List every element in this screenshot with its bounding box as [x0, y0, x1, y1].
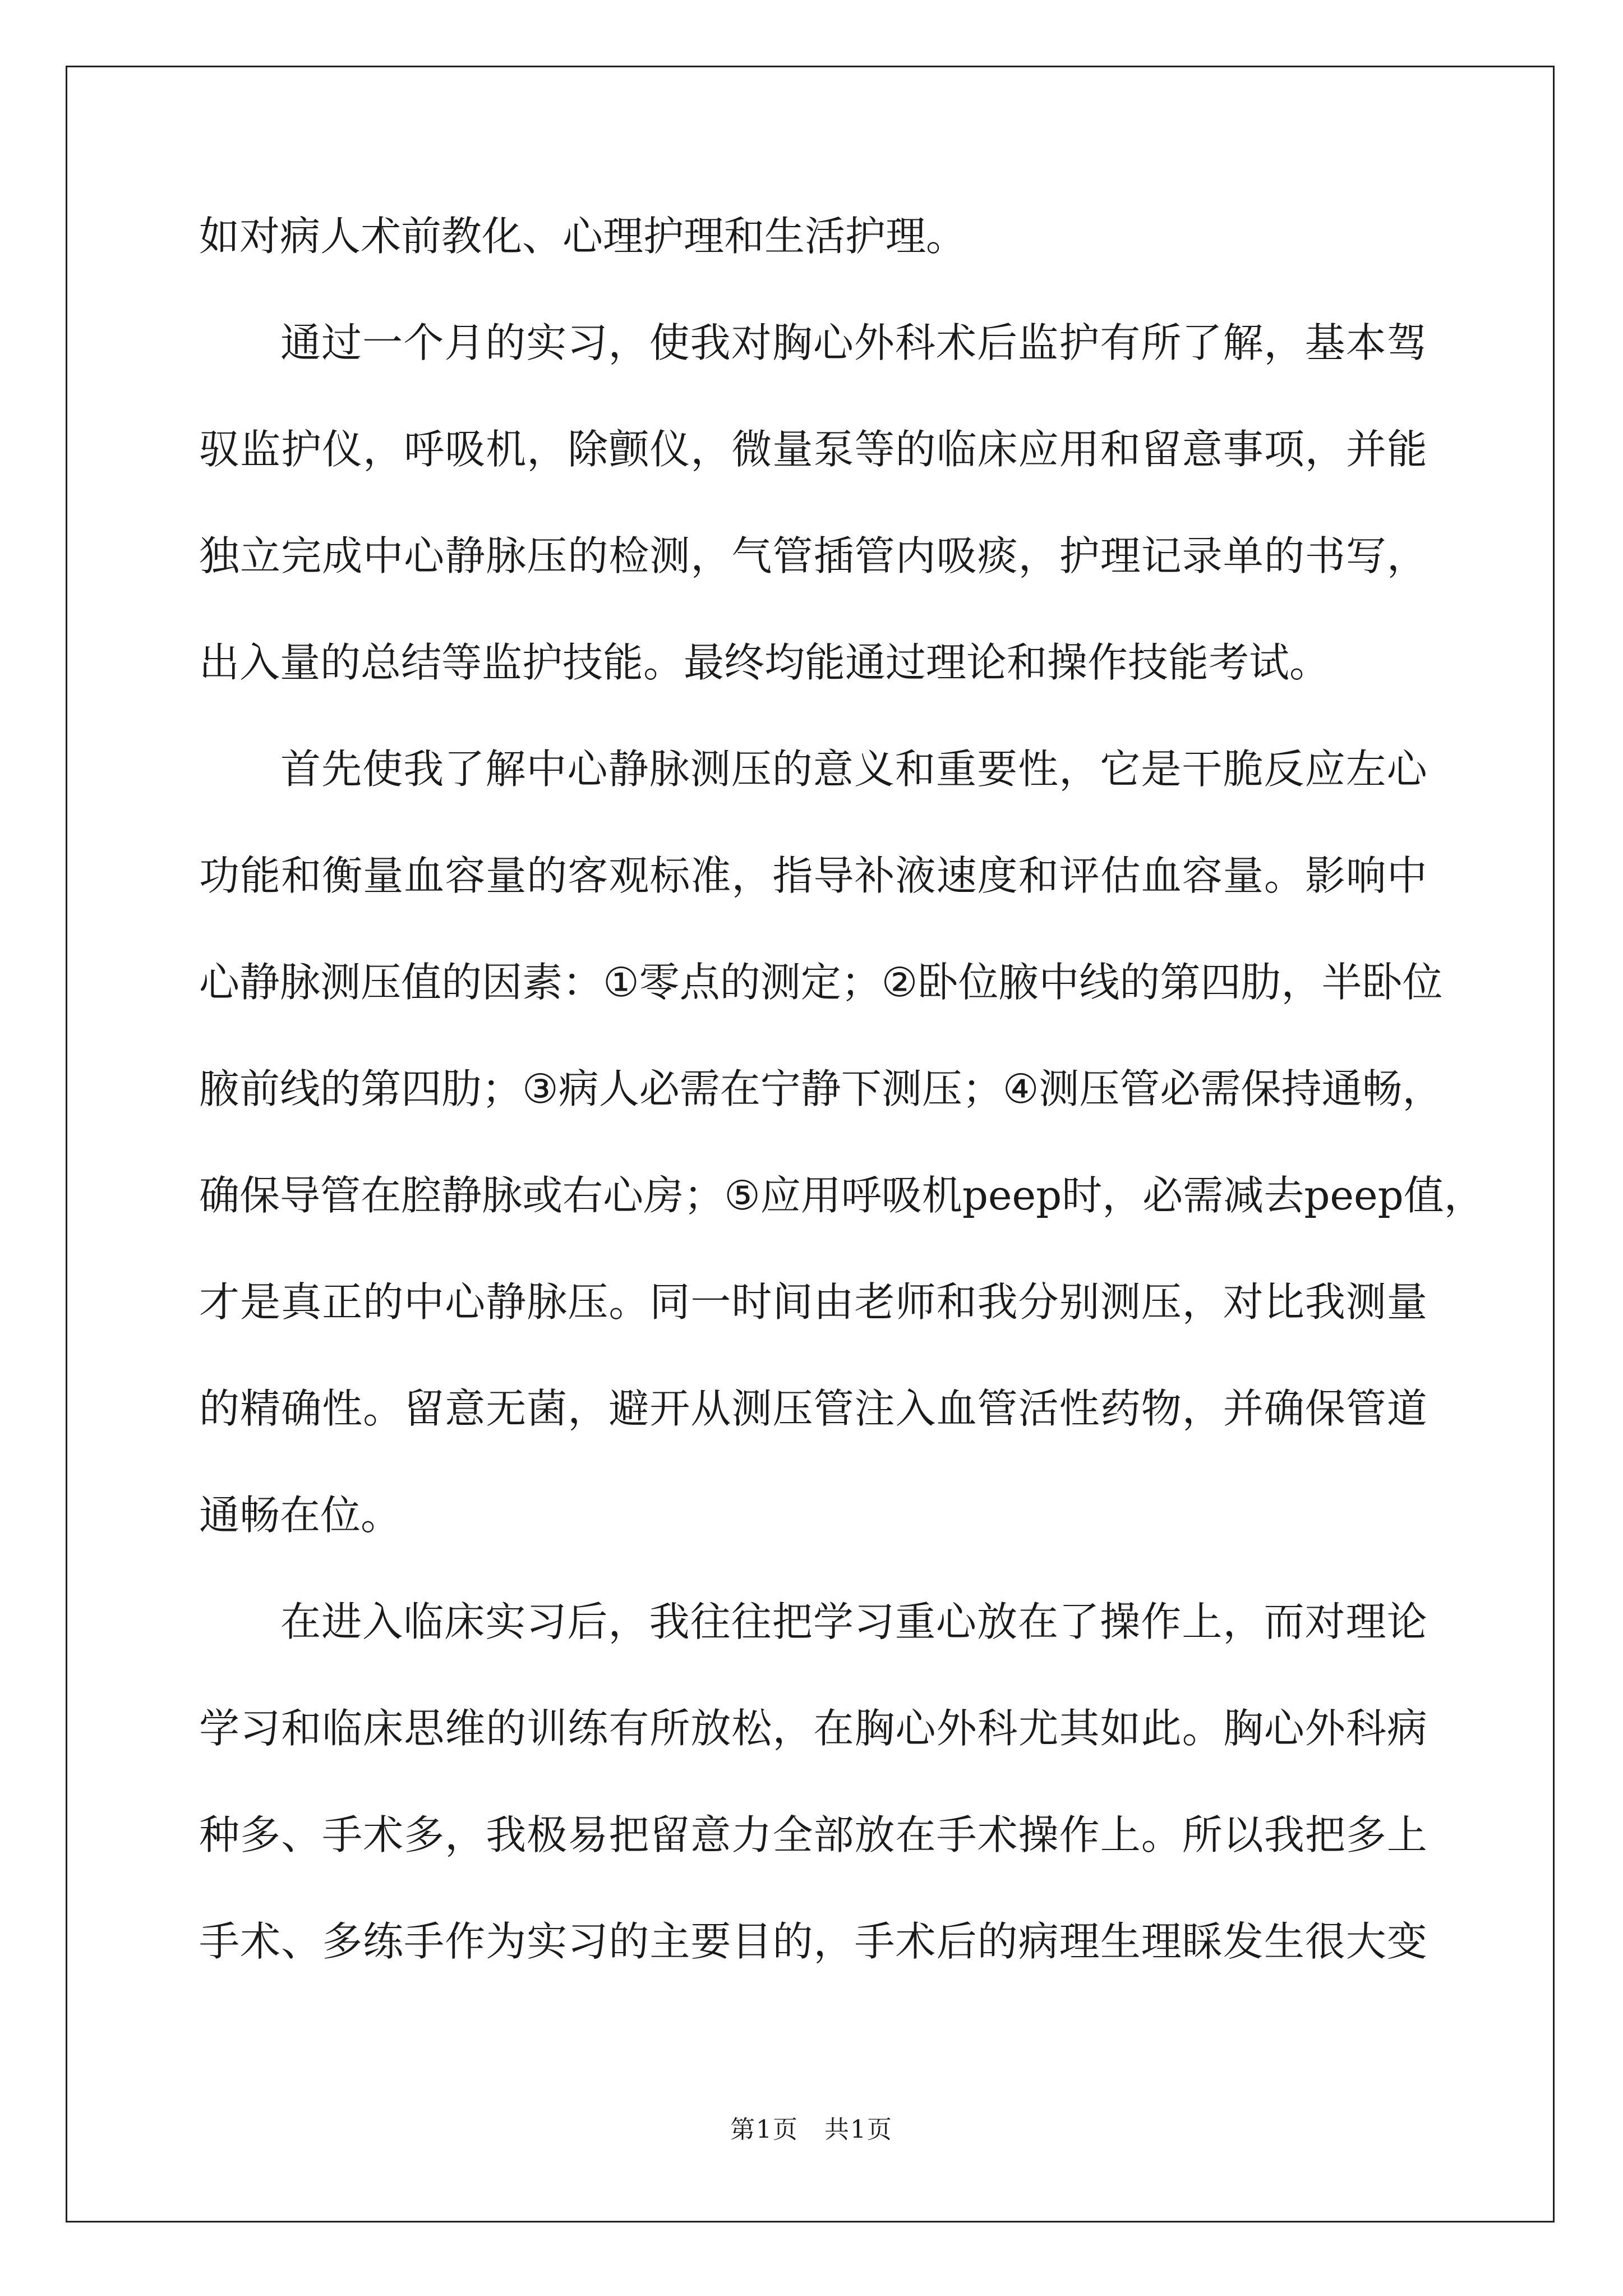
text-line: 驭 监 护 仪 ， 呼 吸 机 ， 除 颤 仪 ， 微 量 泵 等 的 临 床 应 用 和 留 意 事 项 ， 并 能	[199, 426, 1427, 473]
text-line: 腋 前 线 的 第 四 肋 ； ③ 病 人 必 需 在 宁 静 下 测 压 ； ④ 测 压 管 必 需 保 持 通 畅 ，	[199, 1065, 1443, 1112]
page-footer: 第1页 共1页	[730, 2115, 893, 2144]
text-line: 的 精 确 性 。 留 意 无 菌 ， 避 开 从 测 压 管 注 入 血 管 活 性 药 物 ， 并 确 保 管 道	[199, 1385, 1427, 1432]
text-line: 独 立 完 成 中 心 静 脉 压 的 检 测 ， 气 管 插 管 内 吸 痰 ， 护 理 记 录 单 的 书 写 ，	[199, 532, 1427, 579]
text-line: 学 习 和 临 床 思 维 的 训 练 有 所 放 松 ， 在 胸 心 外 科 尤 其 如 此 。 胸 心 外 科 病	[199, 1705, 1427, 1752]
text-line: 种 多 、 手 术 多 ， 我 极 易 把 留 意 力 全 部 放 在 手 术 操 作 上 。 所 以 我 把 多 上	[199, 1811, 1427, 1858]
text-line: 出入量的总结等监护技能。最终均能通过理论和操作技能考试。	[199, 639, 1330, 686]
text-line: 手 术 、 多 练 手 作 为 实 习 的 主 要 目 的 ， 手 术 后 的 病 理 生 理 睬 发 生 很 大 变	[199, 1918, 1427, 1965]
text-line: 才 是 真 正 的 中 心 静 脉 压 。 同 一 时 间 由 老 师 和 我 分 别 测 压 ， 对 比 我 测 量	[199, 1278, 1427, 1326]
text-line: 确 保 导 管 在 腔 静 脉 或 右 心 房 ； ⑤ 应 用 呼 吸 机 peep 时 ， 必 需 减 去 peep 值 ，	[199, 1172, 1484, 1219]
text-line: 通 过 一 个 月 的 实 习 ， 使 我 对 胸 心 外 科 术 后 监 护 有 所 了 解 ， 基 本 驾	[280, 319, 1427, 366]
text-line: 如对病人术前教化、心理护理和生活护理。	[199, 213, 967, 260]
text-line: 在 进 入 临 床 实 习 后 ， 我 往 往 把 学 习 重 心 放 在 了 操 作 上 ， 而 对 理 论	[280, 1598, 1427, 1645]
text-line: 通畅在位。	[199, 1492, 402, 1539]
text-line: 心 静 脉 测 压 值 的 因 素 ： ① 零 点 的 测 定 ； ② 卧 位 腋 中 线 的 第 四 肋 ， 半 卧 位	[199, 959, 1443, 1006]
text-line: 首 先 使 我 了 解 中 心 静 脉 测 压 的 意 义 和 重 要 性 ， 它 是 干 脆 反 应 左 心	[280, 746, 1427, 793]
text-line: 功 能 和 衡 量 血 容 量 的 客 观 标 准 ， 指 导 补 液 速 度 和 评 估 血 容 量 。 影 响 中	[199, 852, 1427, 899]
document-body	[199, 213, 1484, 2028]
